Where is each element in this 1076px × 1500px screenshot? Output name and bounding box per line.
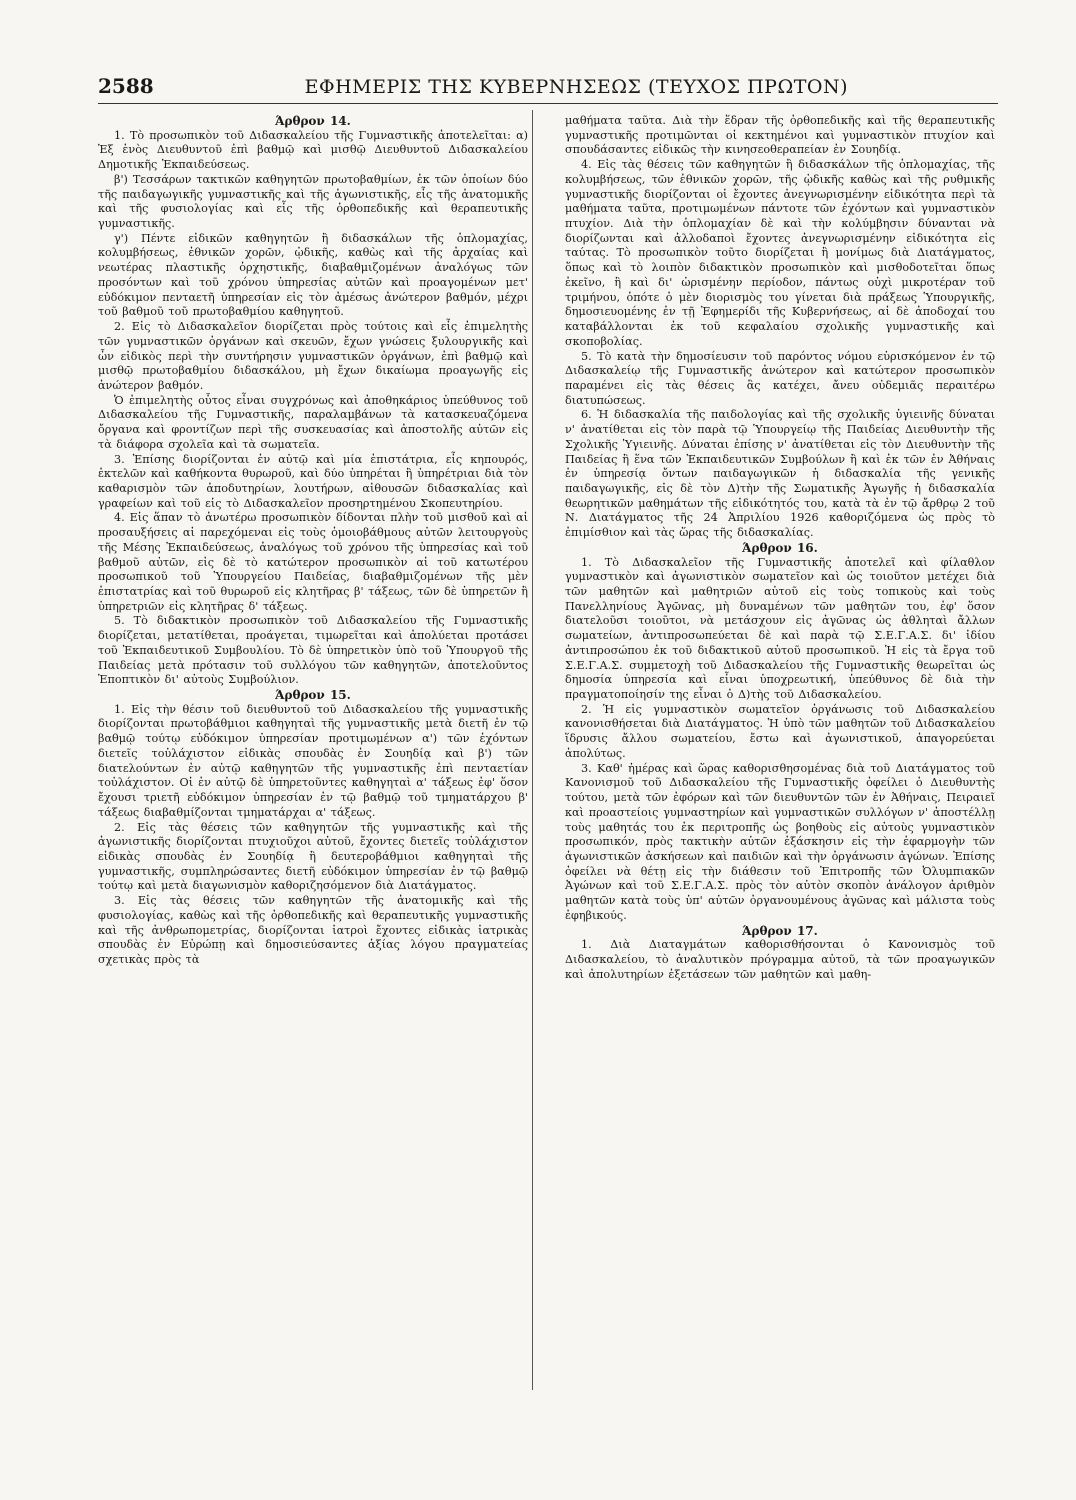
- paragraph: 1. Τὸ προσωπικὸν τοῦ Διδασκαλείου τῆς Γυμναστικῆς ἀποτελεῖται: α) Ἐξ ἑνὸς Διευθυντοῦ ἐπὶ βαθμῷ καὶ μισθῷ Διευθυντοῦ Διδασκαλείου Δημοτικῆς Ἐκπαιδεύσεως.: [98, 128, 528, 172]
- paragraph: 3. Εἰς τὰς θέσεις τῶν καθηγητῶν τῆς ἀνατομικῆς καὶ τῆς φυσιολογίας, καθὼς καὶ τῆς ὀρθοπεδικῆς καὶ θεραπευτικῆς γυμναστικῆς καὶ τῆς ἀνθρωπομετρίας, διορίζονται ἰατροὶ ἔχοντες εἰδικὰς ἰατρικὰς σπουδὰς ἐν Εὐρώπῃ καὶ δημοσιεύσαντες ἀξίας λόγου πραγματείας σχετικὰς πρὸς τὰ: [98, 894, 528, 966]
- paragraph: 2. Εἰς τὸ Διδασκαλεῖον διορίζεται πρὸς τούτοις καὶ εἷς ἐπιμελητὴς τῶν γυμναστικῶν ὀργάνων καὶ σκευῶν, ἔχων γνώσεις ξυλουργικῆς καὶ ὧν εἰδικὸς περὶ τὴν συντήρησιν γυμναστικῶν ὀργάνων, ἐπὶ βαθμῷ καὶ μισθῷ πρωτοβαθμίου διδασκάλου, μὴ ἔχων δικαίωμα προαγωγῆς εἰς ἀνώτερον βαθμόν.: [98, 320, 528, 392]
- paragraph: 6. Ἡ διδασκαλία τῆς παιδολογίας καὶ τῆς σχολικῆς ὑγιεινῆς δύναται ν' ἀνατίθεται εἰς τὸν παρὰ τῷ Ὑπουργείῳ τῆς Παιδείας Διευθυντὴν τῆς Σχολικῆς Ὑγιεινῆς. Δύναται ἐπίσης ν' ἀνατίθεται εἰς τὸν Διευθυντὴν τῆς Παιδείας ἢ ἕνα τῶν Ἐκπαιδευτικῶν Συμβούλων ἢ καὶ ἐκ τῶν ἐν Ἀθήναις ἐν ὑπηρεσίᾳ ὄντων παιδαγωγικῶν ἡ διδασκαλία τῆς γενικῆς παιδαγωγικῆς, εἰς δὲ τὸν Δ)τὴν τῆς Σωματικῆς Ἀγωγῆς ἡ διδασκαλία θεωρητικῶν μαθημάτων τῆς εἰδικότητός του, κατὰ τὰ ἐν τῷ ἄρθρῳ 2 τοῦ Ν. Διατάγματος τῆς 24 Ἀπριλίου 1926 καθοριζόμενα ὡς πρὸς τὸ ἐπιμίσθιον καὶ τὰς ὥρας τῆς διδασκαλίας.: [565, 408, 995, 540]
- paragraph: 4. Εἰς ἅπαν τὸ ἀνωτέρω προσωπικὸν δίδονται πλὴν τοῦ μισθοῦ καὶ αἱ προσαυξήσεις αἱ παρεχόμεναι εἰς τοὺς ὁμοιοβάθμους αὐτῶν λειτουργοὺς τῆς Μέσης Ἐκπαιδεύσεως, ἀναλόγως τοῦ χρόνου τῆς ὑπηρεσίας καὶ τοῦ βαθμοῦ αὐτῶν, εἰς δὲ τὸ κατώτερον προσωπικὸν αἱ τοῦ κατωτέρου προσωπικοῦ τοῦ Ὑπουργείου Παιδείας, διαβαθμιζομένων τῆς μὲν ἐπιστατρίας καὶ τοῦ θυρωροῦ εἰς κλητῆρας β' τάξεως, τῶν δὲ ὑπηρετῶν ἢ ὑπηρετριῶν εἰς κλητῆρας δ' τάξεως.: [98, 511, 528, 613]
- paragraph: 5. Τὸ διδακτικὸν προσωπικὸν τοῦ Διδασκαλείου τῆς Γυμναστικῆς διορίζεται, μετατίθεται, προάγεται, τιμωρεῖται καὶ ἀπολύεται προτάσει τοῦ Ἐκπαιδευτικοῦ Συμβουλίου. Τὸ δὲ ὑπηρετικὸν ὑπὸ τοῦ Ὑπουργοῦ τῆς Παιδείας μετὰ πρότασιν τοῦ συλλόγου τῶν καθηγητῶν, ἀποτελοῦντος Ἐποπτικὸν δι' αὐτοὺς Συμβούλιον.: [98, 614, 528, 687]
- header-rule: [98, 103, 998, 104]
- article-heading: Άρθρον 17.: [742, 923, 818, 938]
- paragraph: β') Τεσσάρων τακτικῶν καθηγητῶν πρωτοβαθμίων, ἐκ τῶν ὁποίων δύο τῆς παιδαγωγικῆς γυμναστικῆς καὶ τῆς ἀγωνιστικῆς, εἷς τῆς ἀνατομικῆς καὶ τῆς φυσιολογίας καὶ εἷς τῆς ὀρθοπεδικῆς καὶ θεραπευτικῆς γυμναστικῆς.: [98, 172, 528, 231]
- article-heading: Άρθρον 14.: [275, 114, 351, 128]
- paragraph: 1. Εἰς τὴν θέσιν τοῦ διευθυντοῦ τοῦ Διδασκαλείου τῆς γυμναστικῆς διορίζονται πρωτοβάθμιοι καθηγηταὶ τῆς γυμναστικῆς μετὰ διετῆ ἐν τῷ βαθμῷ τούτῳ εὐδόκιμον ὑπηρεσίαν προτιμωμένων α') τῶν ἐχόντων διετεῖς τοὐλάχιστον εἰδικὰς σπουδὰς ἐν Σουηδίᾳ καὶ β') τῶν διατελούντων ἐν αὐτῷ καθηγητῶν τῆς γυμναστικῆς ἐπὶ πενταετίαν τοὐλάχιστον. Οἱ ἐν αὐτῷ δὲ ὑπηρετοῦντες καθηγηταὶ α' τάξεως ἐφ' ὅσον ἔχουσι τριετῆ εὐδόκιμον ὑπηρεσίαν ἐν τῷ βαθμῷ τοῦ τμηματάρχου β' τάξεως διαβαθμίζονται τμηματάρχαι α' τάξεως.: [98, 702, 528, 819]
- journal-title: ΕΦΗΜΕΡΙΣ ΤΗΣ ΚΥΒΕΡΝΗΣΕΩΣ (ΤΕΥΧΟΣ ΠΡΩΤΟΝ): [304, 76, 848, 98]
- paragraph: 3. Καθ' ἡμέρας καὶ ὥρας καθορισθησομένας διὰ τοῦ Διατάγματος τοῦ Κανονισμοῦ τοῦ Διδασκαλείου τῆς Γυμναστικῆς ὀφείλει ὁ Διευθυντὴς τούτου, μετὰ τῶν ἐφόρων καὶ τῶν διευθυντῶν τῶν ἐν Ἀθήναις, Πειραιεῖ καὶ προαστείοις γυμναστηρίων καὶ γυμναστικῶν συλλόγων ν' ἀποστέλλῃ τοὺς μαθητάς του ἐκ περιτροπῆς ὡς βοηθοὺς εἰς αὐτοὺς γυμναστικὸν προσωπικόν, πρὸς τακτικὴν αὐτῶν ἐξάσκησιν εἰς τὴν ἐφαρμογὴν τῶν ἀγωνιστικῶν ἀσκήσεων καὶ παιδιῶν καὶ τὴν ὀργάνωσιν ἀγώνων. Ἐπίσης ὀφείλει νὰ θέτῃ εἰς τὴν διάθεσιν τοῦ Ἐπιτροπῆς τῶν Ὀλυμπιακῶν Ἀγώνων καὶ τοῦ Σ.Ε.Γ.Α.Σ. πρὸς τὸν αὐτὸν σκοπὸν ἀνάλογον ἀριθμὸν μαθητῶν κατὰ τοὺς ὑπ' αὐτῶν ὀργανουμένους ἀγῶνας καὶ μάλιστα τοὺς ἐφηβικούς.: [565, 761, 995, 922]
- paragraph: γ') Πέντε εἰδικῶν καθηγητῶν ἢ διδασκάλων τῆς ὁπλομαχίας, κολυμβήσεως, ἐθνικῶν χορῶν, ᾠδικῆς, καθὼς καὶ τῆς ἀρχαίας καὶ νεωτέρας πλαστικῆς ὀρχηστικῆς, διαβαθμιζομένων ἀναλόγως τῶν προσόντων καὶ τοῦ χρόνου ὑπηρεσίας αὐτῶν καὶ προαγομένων μετ' εὐδόκιμον πενταετῆ ὑπηρεσίαν εἰς τὸν ἀμέσως ἀνώτερον βαθμόν, μέχρι τοῦ βαθμοῦ τοῦ πρωτοβαθμίου καθηγητοῦ.: [98, 231, 528, 319]
- article-heading: Άρθρον 15.: [275, 688, 351, 703]
- right-column: [565, 114, 995, 982]
- paragraph: 2. Ἡ εἰς γυμναστικὸν σωματεῖον ὀργάνωσις τοῦ Διδασκαλείου κανονισθήσεται διὰ Διατάγματος. Ἡ ὑπὸ τῶν μαθητῶν τοῦ Διδασκαλείου ἵδρυσις ἄλλου σωματείου, ἔστω καὶ ἀγωνιστικοῦ, ἀπαγορεύεται ἀπολύτως.: [565, 702, 995, 760]
- paragraph: 2. Εἰς τὰς θέσεις τῶν καθηγητῶν τῆς γυμναστικῆς καὶ τῆς ἀγωνιστικῆς διορίζονται πτυχιοῦχοι αὐτοῦ, ἔχοντες διετεῖς τοὐλάχιστον εἰδικὰς σπουδὰς ἐν Σουηδίᾳ ἢ δευτεροβάθμιοι καθηγηταὶ τῆς γυμναστικῆς, συμπληρώσαντες διετῆ εὐδόκιμον ὑπηρεσίαν ἐν τῷ βαθμῷ τούτῳ καὶ μετὰ διαγωνισμὸν καθοριζησόμενον διὰ Διατάγματος.: [98, 820, 528, 893]
- paragraph: μαθήματα ταῦτα. Διὰ τὴν ἕδραν τῆς ὀρθοπεδικῆς καὶ τῆς θεραπευτικῆς γυμναστικῆς προτιμῶνται οἱ κεκτημένοι καὶ γυμναστικὸν πτυχίον καὶ σπουδάσαντες εἰδικῶς τὴν κινησεοθεραπείαν ἐν Σουηδίᾳ.: [565, 114, 995, 157]
- article-heading: Άρθρον 16.: [742, 540, 818, 555]
- left-column: [98, 114, 528, 968]
- paragraph: 3. Ἐπίσης διορίζονται ἐν αὐτῷ καὶ μία ἐπιστάτρια, εἷς κηπουρός, ἐκτελῶν καὶ καθήκοντα θυρωροῦ, καὶ δύο ὑπηρέται ἢ ὑπηρέτριαι διὰ τὸν καθαρισμὸν τῶν ἀποδυτηρίων, λουτήρων, αἰθουσῶν διδασκαλίας καὶ γραφείων καὶ τοῦ εἰς τὸ Διδασκαλεῖον προσηρτημένου Σκοπευτηρίου.: [98, 452, 528, 510]
- paragraph: 1. Τὸ Διδασκαλεῖον τῆς Γυμναστικῆς ἀποτελεῖ καὶ φίλαθλον γυμναστικὸν καὶ ἀγωνιστικὸν σωματεῖον καὶ ὡς τοιοῦτον μετέχει διὰ τῶν μαθητῶν καὶ μαθητριῶν αὐτοῦ εἰς τοὺς τοπικοὺς καὶ τοὺς Πανελληνίους Ἀγῶνας, μὴ δυναμένων τῶν μαθητῶν του, ἐφ' ὅσον διατελοῦσι τοιοῦτοι, νὰ μετάσχουν εἰς ἀγῶνας ὡς ἀθληταὶ ἄλλων σωματείων, ἀντιπροσωπεύεται δὲ καὶ παρὰ τῷ Σ.Ε.Γ.Α.Σ. δι' ἰδίου ἀντιπροσώπου ἐκ τοῦ διδακτικοῦ αὐτοῦ προσωπικοῦ. Ἡ εἰς τὰ ἔργα τοῦ Σ.Ε.Γ.Α.Σ. συμμετοχὴ τοῦ Διδασκαλείου τῆς Γυμναστικῆς θεωρεῖται ὡς δημοσία ὑπηρεσία καὶ εἶναι ὑποχρεωτική, ὑπεύθυνος δὲ διὰ τὴν πραγματοποίησίν της εἶναι ὁ Δ)τὴς τοῦ Διδασκαλείου.: [565, 555, 995, 702]
- paragraph: 4. Εἰς τὰς θέσεις τῶν καθηγητῶν ἢ διδασκάλων τῆς ὁπλομαχίας, τῆς κολυμβήσεως, τῶν ἐθνικῶν χορῶν, τῆς ᾠδικῆς καθὼς καὶ τῆς ρυθμικῆς γυμναστικῆς διορίζονται οἱ ἔχοντες ἀνεγνωρισμένην εἰδικότητα περὶ τὰ μαθήματα ταῦτα, προτιμωμένων πάντοτε τῶν ἐχόντων καὶ γυμναστικὸν πτυχίον. Διὰ τὴν ὁπλομαχίαν δὲ καὶ τὴν κολύμβησιν δύνανται νὰ διορίζωνται καὶ ἀλλοδαποὶ ἔχοντες ἀνεγνωρισμένην εἰδικότητα εἰς ταύτας. Τὸ προσωπικὸν τοῦτο διορίζεται ἢ μονίμως διὰ Διατάγματος, ὅπως καὶ τὸ λοιπὸν διδακτικὸν προσωπικὸν καὶ μισθοδοτεῖται ὅπως ἐκεῖνο, ἢ καὶ δι' ὡρισμένην περίοδον, πάντως οὐχὶ μικροτέραν τοῦ τριμήνου, ὁπότε ὁ μὲν διορισμὸς του γίνεται διὰ πράξεως Ὑπουργικῆς, δημοσιευομένης ἐν τῇ Ἐφημερίδι τῆς Κυβερνήσεως, αἱ δὲ ἀποδοχαί του καταβάλλονται ἐκ τοῦ κεφαλαίου σχολικῆς γυμναστικῆς καὶ σκοποβολίας.: [565, 158, 995, 348]
- paragraph: 5. Τὸ κατὰ τὴν δημοσίευσιν τοῦ παρόντος νόμου εὑρισκόμενον ἐν τῷ Διδασκαλείῳ τῆς Γυμναστικῆς ἀνώτερον καὶ κατώτερον προσωπικὸν παραμένει εἰς τὰς θέσεις ἃς κατέχει, ἄνευ οὐδεμιᾶς περαιτέρω διατυπώσεως.: [565, 349, 995, 407]
- page-header: [98, 74, 998, 100]
- column-divider: [532, 110, 533, 1390]
- page-number: 2588: [98, 74, 154, 98]
- paragraph: 1. Διὰ Διαταγμάτων καθορισθήσονται ὁ Κανονισμὸς τοῦ Διδασκαλείου, τὸ ἀναλυτικὸν πρόγραμμα αὐτοῦ, τὰ τῶν προαγωγικῶν καὶ ἀπολυτηρίων ἐξετάσεων τῶν μαθητῶν καὶ μαθη-: [565, 938, 995, 981]
- paragraph: Ὁ ἐπιμελητὴς οὗτος εἶναι συγχρόνως καὶ ἀποθηκάριος ὑπεύθυνος τοῦ Διδασκαλείου τῆς Γυμναστικῆς, παραλαμβάνων τὰ κατασκευαζόμενα ὄργανα καὶ φροντίζων περὶ τῆς συσκευασίας καὶ ἀποστολῆς αὐτῶν εἰς τὰ διάφορα σχολεῖα καὶ τὰ σωματεῖα.: [98, 393, 528, 451]
